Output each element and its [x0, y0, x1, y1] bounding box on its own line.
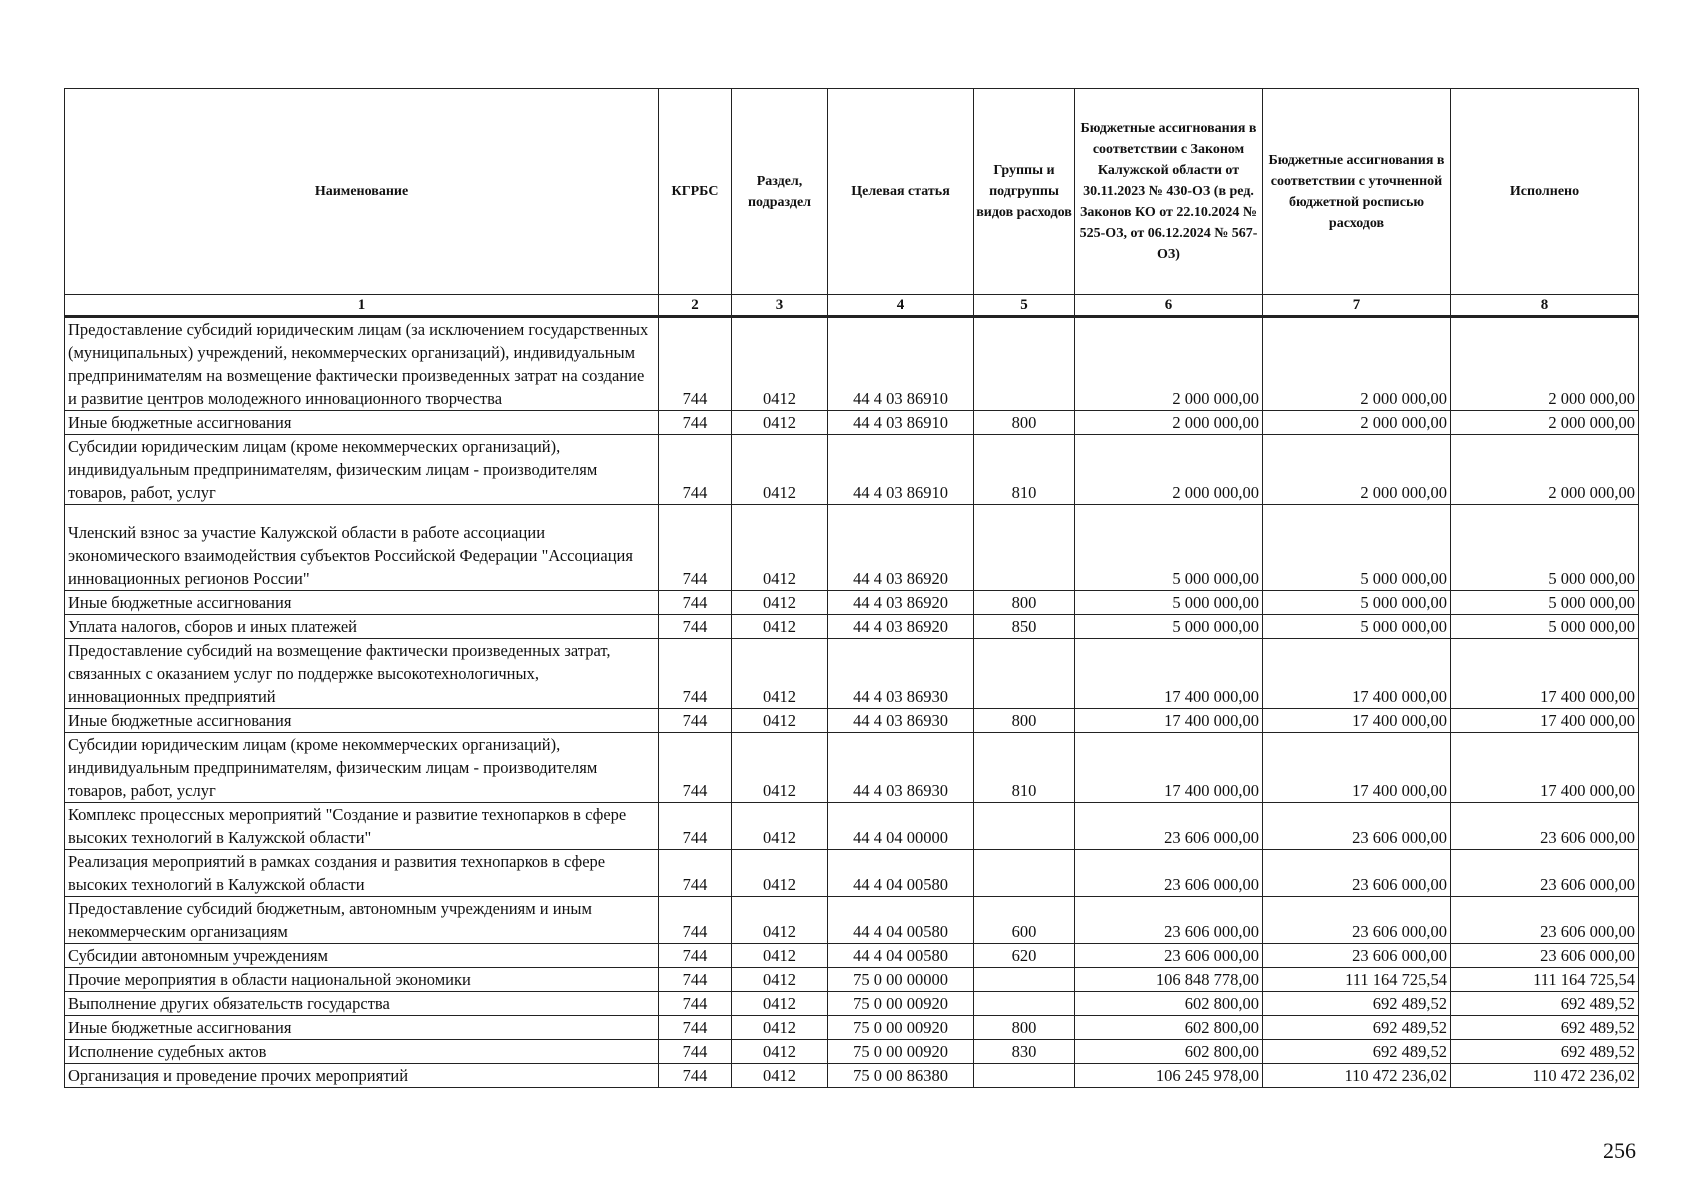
table-row	[65, 317, 1639, 411]
row-executed-amount: 692 489,52	[1451, 992, 1639, 1016]
table-row	[65, 992, 1639, 1016]
table-row	[65, 709, 1639, 733]
column-number-row	[65, 295, 1639, 317]
row-section: 0412	[732, 1016, 828, 1040]
row-law-amount: 23 606 000,00	[1075, 803, 1263, 850]
row-group: 800	[974, 709, 1075, 733]
row-law-amount: 23 606 000,00	[1075, 850, 1263, 897]
row-executed-amount: 2 000 000,00	[1451, 435, 1639, 505]
row-executed-amount: 2 000 000,00	[1451, 411, 1639, 435]
row-target: 75 0 00 86380	[828, 1064, 974, 1088]
table-row	[65, 733, 1639, 803]
header-name: Наименование	[65, 89, 659, 295]
column-number: 3	[732, 295, 828, 317]
row-section: 0412	[732, 1064, 828, 1088]
row-refined-amount: 2 000 000,00	[1263, 317, 1451, 411]
row-refined-amount: 110 472 236,02	[1263, 1064, 1451, 1088]
row-section: 0412	[732, 1040, 828, 1064]
row-target: 44 4 04 00580	[828, 850, 974, 897]
row-executed-amount: 5 000 000,00	[1451, 615, 1639, 639]
row-group: 800	[974, 1016, 1075, 1040]
row-law-amount: 2 000 000,00	[1075, 435, 1263, 505]
row-group: 600	[974, 897, 1075, 944]
row-name: Прочие мероприятия в области национальной экономики	[65, 968, 659, 992]
row-target: 75 0 00 00000	[828, 968, 974, 992]
row-law-amount: 23 606 000,00	[1075, 944, 1263, 968]
row-executed-amount: 692 489,52	[1451, 1016, 1639, 1040]
row-section: 0412	[732, 968, 828, 992]
row-law-amount: 5 000 000,00	[1075, 615, 1263, 639]
table-row	[65, 897, 1639, 944]
row-group	[974, 1064, 1075, 1088]
row-law-amount: 17 400 000,00	[1075, 709, 1263, 733]
row-section: 0412	[732, 709, 828, 733]
row-group	[974, 639, 1075, 709]
row-kgrbs: 744	[659, 709, 732, 733]
row-executed-amount: 17 400 000,00	[1451, 733, 1639, 803]
row-section: 0412	[732, 850, 828, 897]
table-row	[65, 850, 1639, 897]
row-name: Реализация мероприятий в рамках создания и развития технопарков в сфере высоких технологий в Калужской области	[65, 850, 659, 897]
row-law-amount: 2 000 000,00	[1075, 411, 1263, 435]
row-target: 44 4 04 00000	[828, 803, 974, 850]
table-row	[65, 615, 1639, 639]
header-kgrbs: КГРБС	[659, 89, 732, 295]
row-law-amount: 5 000 000,00	[1075, 591, 1263, 615]
header-row	[65, 89, 1639, 295]
column-number: 2	[659, 295, 732, 317]
row-target: 44 4 03 86920	[828, 615, 974, 639]
row-kgrbs: 744	[659, 435, 732, 505]
row-target: 44 4 03 86910	[828, 317, 974, 411]
header-target: Целевая статья	[828, 89, 974, 295]
row-kgrbs: 744	[659, 1064, 732, 1088]
row-kgrbs: 744	[659, 944, 732, 968]
row-kgrbs: 744	[659, 803, 732, 850]
row-target: 44 4 04 00580	[828, 944, 974, 968]
table-row	[65, 968, 1639, 992]
row-refined-amount: 17 400 000,00	[1263, 709, 1451, 733]
table-row	[65, 1040, 1639, 1064]
row-target: 44 4 03 86910	[828, 411, 974, 435]
row-group: 810	[974, 435, 1075, 505]
row-refined-amount: 692 489,52	[1263, 992, 1451, 1016]
row-law-amount: 106 245 978,00	[1075, 1064, 1263, 1088]
page-number: 256	[1603, 1138, 1636, 1163]
row-executed-amount: 692 489,52	[1451, 1040, 1639, 1064]
row-target: 44 4 03 86930	[828, 709, 974, 733]
row-executed-amount: 110 472 236,02	[1451, 1064, 1639, 1088]
row-section: 0412	[732, 317, 828, 411]
row-name: Предоставление субсидий юридическим лицам (за исключением государственных (муниципальных) учреждений, некоммерческих организаций), индивидуальным предпринимателям на возмещение фактически произведенных затрат на создание и развитие центров молодежного инновационного творчества	[65, 317, 659, 411]
column-number: 6	[1075, 295, 1263, 317]
table-row	[65, 435, 1639, 505]
row-target: 44 4 03 86920	[828, 505, 974, 591]
column-number: 8	[1451, 295, 1639, 317]
row-refined-amount: 17 400 000,00	[1263, 733, 1451, 803]
row-kgrbs: 744	[659, 591, 732, 615]
table-row	[65, 944, 1639, 968]
row-kgrbs: 744	[659, 968, 732, 992]
budget-table	[64, 88, 1639, 1088]
row-name: Предоставление субсидий на возмещение фактически произведенных затрат, связанных с оказанием услуг по поддержке высокотехнологичных, инновационных предприятий	[65, 639, 659, 709]
column-number: 5	[974, 295, 1075, 317]
row-name: Иные бюджетные ассигнования	[65, 411, 659, 435]
header-executed: Исполнено	[1451, 89, 1639, 295]
row-refined-amount: 111 164 725,54	[1263, 968, 1451, 992]
row-section: 0412	[732, 435, 828, 505]
row-section: 0412	[732, 803, 828, 850]
row-law-amount: 602 800,00	[1075, 1016, 1263, 1040]
row-law-amount: 17 400 000,00	[1075, 733, 1263, 803]
row-section: 0412	[732, 944, 828, 968]
table-row	[65, 639, 1639, 709]
row-section: 0412	[732, 733, 828, 803]
row-group: 800	[974, 411, 1075, 435]
row-group: 850	[974, 615, 1075, 639]
row-name: Субсидии автономным учреждениям	[65, 944, 659, 968]
row-target: 44 4 03 86920	[828, 591, 974, 615]
row-law-amount: 23 606 000,00	[1075, 897, 1263, 944]
table-row	[65, 591, 1639, 615]
row-executed-amount: 5 000 000,00	[1451, 591, 1639, 615]
row-target: 44 4 03 86910	[828, 435, 974, 505]
row-refined-amount: 2 000 000,00	[1263, 435, 1451, 505]
row-target: 44 4 04 00580	[828, 897, 974, 944]
column-number: 1	[65, 295, 659, 317]
column-number: 7	[1263, 295, 1451, 317]
header-section: Раздел, подраздел	[732, 89, 828, 295]
row-target: 75 0 00 00920	[828, 1040, 974, 1064]
row-refined-amount: 692 489,52	[1263, 1016, 1451, 1040]
row-name: Членский взнос за участие Калужской области в работе ассоциации экономического взаимодействия субъектов Российской Федерации "Ассоциация инновационных регионов России"	[65, 505, 659, 591]
row-target: 44 4 03 86930	[828, 639, 974, 709]
row-executed-amount: 5 000 000,00	[1451, 505, 1639, 591]
row-refined-amount: 17 400 000,00	[1263, 639, 1451, 709]
row-group	[974, 968, 1075, 992]
row-kgrbs: 744	[659, 505, 732, 591]
row-kgrbs: 744	[659, 1040, 732, 1064]
row-section: 0412	[732, 591, 828, 615]
header-law: Бюджетные ассигнования в соответствии с Законом Калужской области от 30.11.2023 № 430-ОЗ (в ред. Законов КО от 22.10.2024 № 525-ОЗ, от 06.12.2024 № 567-ОЗ)	[1075, 89, 1263, 295]
row-target: 44 4 03 86930	[828, 733, 974, 803]
header-refined: Бюджетные ассигнования в соответствии с уточненной бюджетной росписью расходов	[1263, 89, 1451, 295]
row-executed-amount: 17 400 000,00	[1451, 709, 1639, 733]
row-kgrbs: 744	[659, 1016, 732, 1040]
row-refined-amount: 5 000 000,00	[1263, 591, 1451, 615]
row-name: Иные бюджетные ассигнования	[65, 591, 659, 615]
row-law-amount: 17 400 000,00	[1075, 639, 1263, 709]
table-row	[65, 411, 1639, 435]
row-executed-amount: 111 164 725,54	[1451, 968, 1639, 992]
row-section: 0412	[732, 411, 828, 435]
row-refined-amount: 5 000 000,00	[1263, 505, 1451, 591]
row-refined-amount: 23 606 000,00	[1263, 850, 1451, 897]
row-group	[974, 317, 1075, 411]
row-target: 75 0 00 00920	[828, 1016, 974, 1040]
row-refined-amount: 23 606 000,00	[1263, 944, 1451, 968]
row-law-amount: 602 800,00	[1075, 992, 1263, 1016]
row-name: Исполнение судебных актов	[65, 1040, 659, 1064]
row-refined-amount: 23 606 000,00	[1263, 803, 1451, 850]
row-executed-amount: 2 000 000,00	[1451, 317, 1639, 411]
row-refined-amount: 23 606 000,00	[1263, 897, 1451, 944]
row-section: 0412	[732, 639, 828, 709]
row-section: 0412	[732, 615, 828, 639]
row-group	[974, 505, 1075, 591]
row-target: 75 0 00 00920	[828, 992, 974, 1016]
row-group	[974, 992, 1075, 1016]
row-law-amount: 2 000 000,00	[1075, 317, 1263, 411]
row-group	[974, 850, 1075, 897]
table-row	[65, 1016, 1639, 1040]
row-kgrbs: 744	[659, 639, 732, 709]
row-executed-amount: 23 606 000,00	[1451, 850, 1639, 897]
row-group: 800	[974, 591, 1075, 615]
row-refined-amount: 692 489,52	[1263, 1040, 1451, 1064]
row-name: Уплата налогов, сборов и иных платежей	[65, 615, 659, 639]
row-kgrbs: 744	[659, 411, 732, 435]
row-group: 620	[974, 944, 1075, 968]
row-law-amount: 5 000 000,00	[1075, 505, 1263, 591]
row-law-amount: 602 800,00	[1075, 1040, 1263, 1064]
row-name: Субсидии юридическим лицам (кроме некоммерческих организаций), индивидуальным предпринимателям, физическим лицам - производителям товаров, работ, услуг	[65, 733, 659, 803]
row-kgrbs: 744	[659, 897, 732, 944]
row-name: Субсидии юридическим лицам (кроме некоммерческих организаций), индивидуальным предпринимателям, физическим лицам - производителям товаров, работ, услуг	[65, 435, 659, 505]
row-name: Предоставление субсидий бюджетным, автономным учреждениям и иным некоммерческим организациям	[65, 897, 659, 944]
row-executed-amount: 17 400 000,00	[1451, 639, 1639, 709]
row-section: 0412	[732, 505, 828, 591]
row-kgrbs: 744	[659, 733, 732, 803]
row-executed-amount: 23 606 000,00	[1451, 944, 1639, 968]
row-kgrbs: 744	[659, 615, 732, 639]
row-refined-amount: 5 000 000,00	[1263, 615, 1451, 639]
row-name: Иные бюджетные ассигнования	[65, 1016, 659, 1040]
row-name: Иные бюджетные ассигнования	[65, 709, 659, 733]
row-group	[974, 803, 1075, 850]
row-kgrbs: 744	[659, 992, 732, 1016]
row-section: 0412	[732, 992, 828, 1016]
row-executed-amount: 23 606 000,00	[1451, 803, 1639, 850]
column-number: 4	[828, 295, 974, 317]
table-row	[65, 803, 1639, 850]
row-kgrbs: 744	[659, 317, 732, 411]
table-row	[65, 505, 1639, 591]
row-law-amount: 106 848 778,00	[1075, 968, 1263, 992]
row-name: Организация и проведение прочих мероприятий	[65, 1064, 659, 1088]
row-group: 830	[974, 1040, 1075, 1064]
row-kgrbs: 744	[659, 850, 732, 897]
row-group: 810	[974, 733, 1075, 803]
table-row	[65, 1064, 1639, 1088]
header-group: Группы и подгруппы видов расходов	[974, 89, 1075, 295]
row-refined-amount: 2 000 000,00	[1263, 411, 1451, 435]
row-name: Комплекс процессных мероприятий "Создание и развитие технопарков в сфере высоких технологий в Калужской области"	[65, 803, 659, 850]
row-name: Выполнение других обязательств государства	[65, 992, 659, 1016]
row-section: 0412	[732, 897, 828, 944]
row-executed-amount: 23 606 000,00	[1451, 897, 1639, 944]
